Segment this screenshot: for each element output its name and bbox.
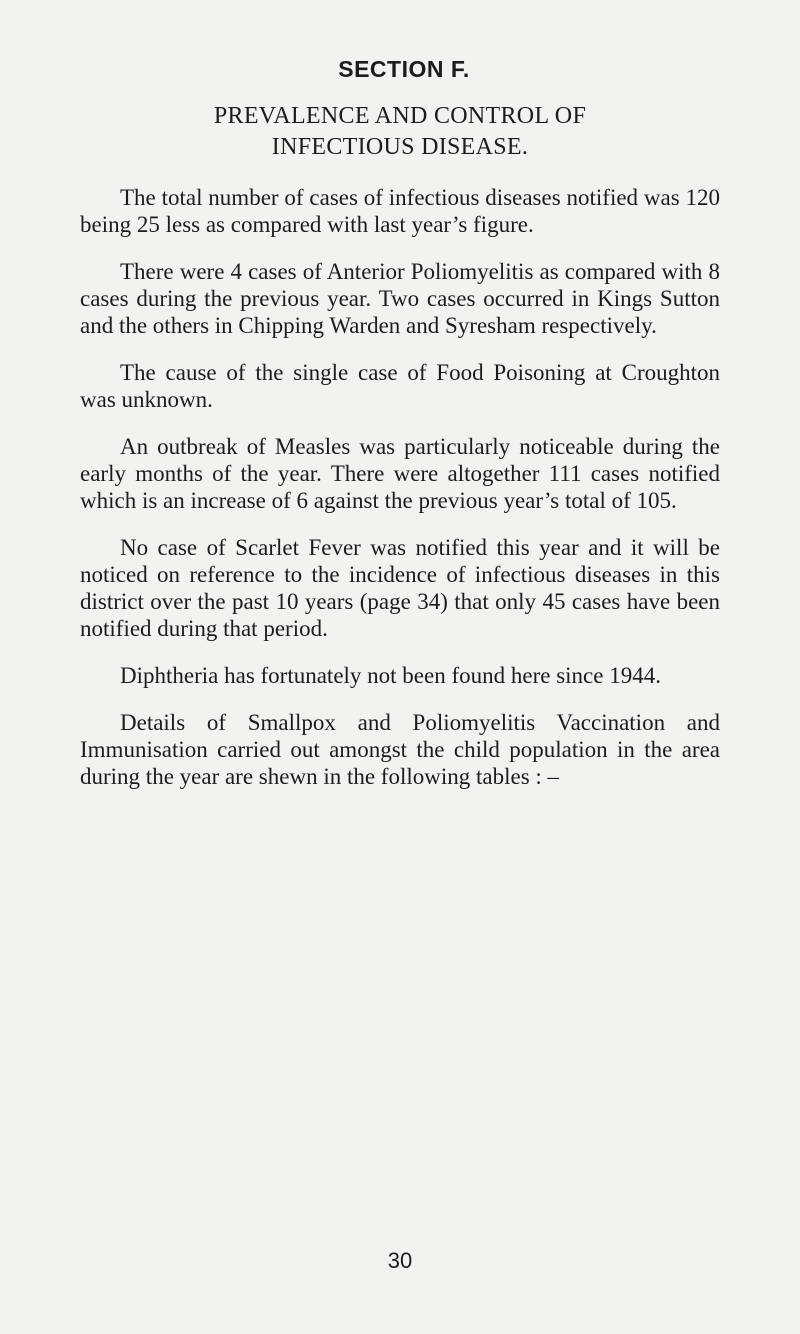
page-title — [80, 101, 720, 163]
paragraph-measles: An outbreak of Measles was particularly noticeable during the early months of the year. There were altogether 111 cases notified which is an increase of 6 against the previous year’s total of 105. — [80, 434, 720, 513]
title-line-2: INFECTIOUS DISEASE. — [271, 134, 529, 160]
title-line-1: PREVALENCE AND CONTROL OF — [213, 103, 587, 129]
paragraph-poliomyelitis: There were 4 cases of Anterior Poliomyelitis as compared with 8 cases during the previous year. Two cases occurred in Kings Sutton and the others in Chipping Warden and Syresham respectively. — [80, 259, 720, 338]
paragraph-food-poisoning: The cause of the single case of Food Poisoning at Croughton was unknown. — [80, 360, 720, 412]
page-number: 30 — [387, 1248, 413, 1273]
paragraph-total-cases: The total number of cases of infectious diseases notified was 120 being 25 less as compared with last year’s figure. — [80, 185, 720, 237]
section-heading: SECTION F. — [338, 56, 470, 82]
paragraph-scarlet-fever: No case of Scarlet Fever was notified this year and it will be noticed on reference to the incidence of infectious diseases in this district over the past 10 years (page 34) that only 45 cases have been notified during that period. — [80, 535, 720, 641]
paragraph-vaccination: Details of Smallpox and Poliomyelitis Vaccination and Immunisation carried out amongst the child population in the area during the year are shewn in the following tables : – — [80, 710, 720, 789]
paragraph-diphtheria: Diphtheria has fortunately not been found here since 1944. — [120, 663, 661, 688]
document-page — [80, 56, 720, 810]
